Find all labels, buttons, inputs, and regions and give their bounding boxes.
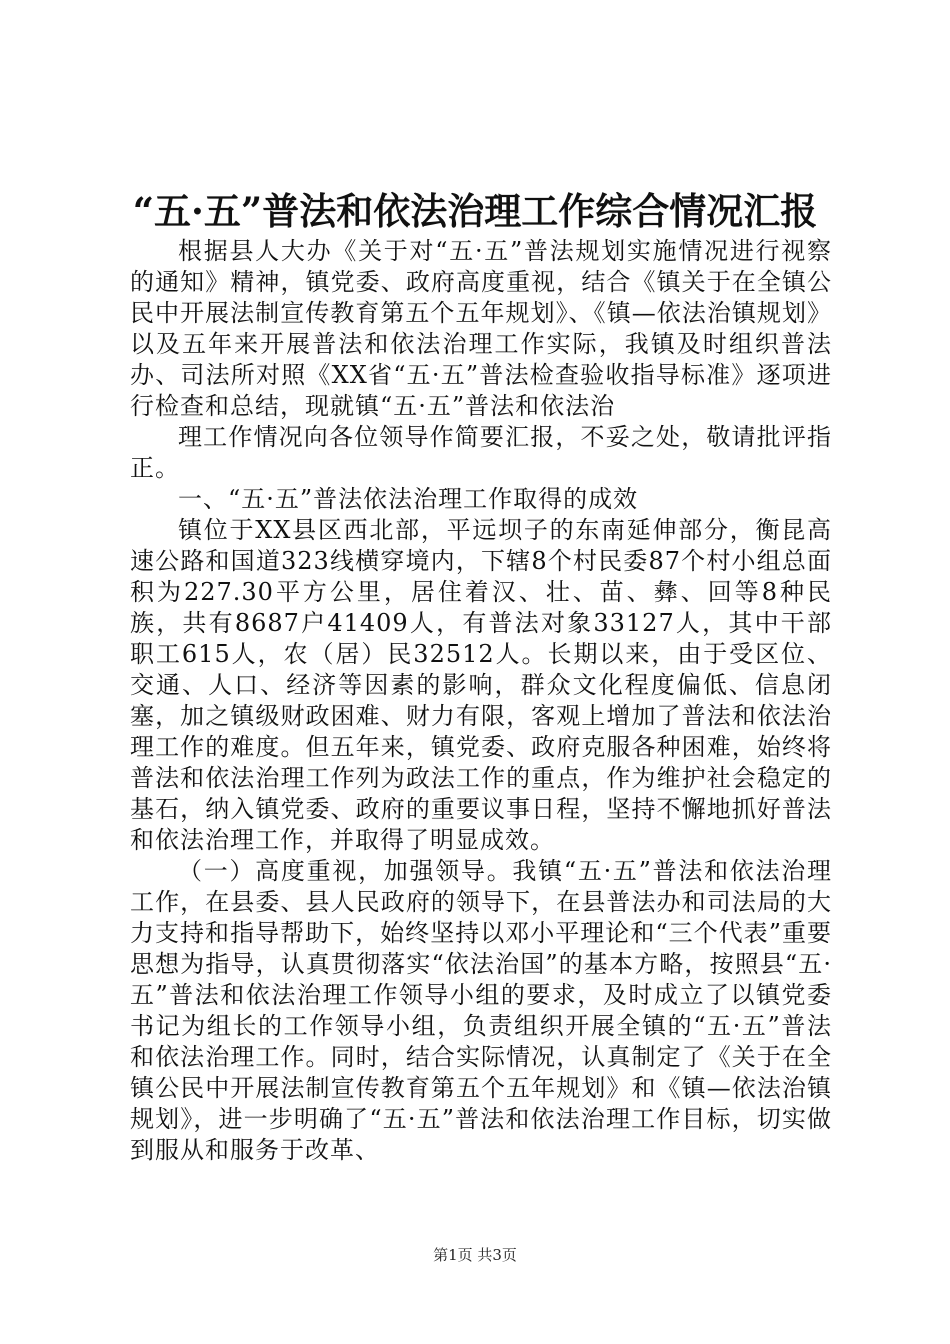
document-title: “五·五”普法和依法治理工作综合情况汇报 bbox=[132, 189, 818, 233]
section-heading: 一、“五·五”普法依法治理工作取得的成效 bbox=[178, 485, 639, 513]
paragraph-intro: 根据县人大办《关于对“五·五”普法规划实施情况进行视察的通知》精神，镇党委、政府高度重视，结合《镇关于在全镇公民中开展法制宣传教育第五个五年规划》、《镇—依法治镇规划》以及五年来开展普法和依法治理工作实际，我镇及时组织普法办、司法所对照《XX省“五·五”普法检查验收指导标准》逐项进行检查和总结，现就镇“五·五”普法和依法治 bbox=[130, 237, 832, 420]
paragraph-intro-continued: 理工作情况向各位领导作简要汇报，不妥之处，敬请批评指正。 bbox=[130, 423, 832, 482]
paragraph-overview: 镇位于XX县区西北部，平远坝子的东南延伸部分，衡昆高速公路和国道323线横穿境内，下辖8个村民委87个村小组总面积为227.30平方公里，居住着汉、壮、苗、彝、回等8种民族，共有8687户41409人，有普法对象33127人，其中干部职工615人，农（居）民32512人。长期以来，由于受区位、交通、人口、经济等因素的影响，群众文化程度偏低、信息闭塞，加之镇级财政困难、财力有限，客观上增加了普法和依法治理工作的难度。但五年来，镇党委、政府克服各种困难，始终将普法和依法治理工作列为政法工作的重点，作为维护社会稳定的基石，纳入镇党委、政府的重要议事日程，坚持不懈地抓好普法和依法治理工作，并取得了明显成效。 bbox=[130, 516, 832, 854]
document-body bbox=[130, 236, 832, 1166]
page-footer: 第1页 共3页 bbox=[433, 1246, 517, 1264]
paragraph-leadership: （一）高度重视，加强领导。我镇“五·五”普法和依法治理工作，在县委、县人民政府的领导下，在县普法办和司法局的大力支持和指导帮助下，始终坚持以邓小平理论和“三个代表”重要思想为指导，认真贯彻落实“依法治国”的基本方略，按照县“五·五”普法和依法治理工作领导小组的要求，及时成立了以镇党委书记为组长的工作领导小组，负责组织开展全镇的“五·五”普法和依法治理工作。同时，结合实际情况，认真制定了《关于在全镇公民中开展法制宣传教育第五个五年规划》和《镇—依法治镇规划》，进一步明确了“五·五”普法和依法治理工作目标，切实做到服从和服务于改革、 bbox=[130, 857, 832, 1164]
